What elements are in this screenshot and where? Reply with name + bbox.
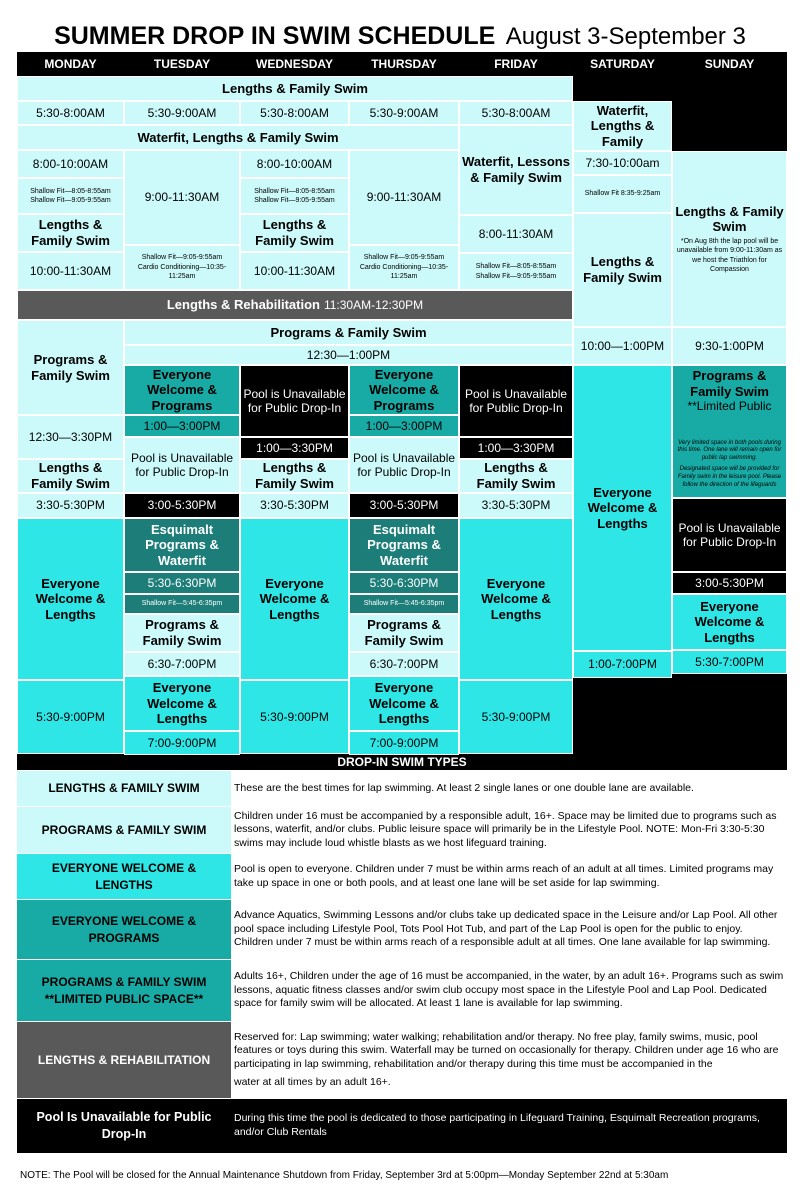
type-name: EVERYONE WELCOME & PROGRAMS (17, 900, 231, 959)
wed-pool-unavailable: Pool is Unavailable for Public Drop-In (240, 365, 349, 437)
cardio-session: Cardio Conditioning—10:35-11:25am (137, 263, 227, 281)
shallow-fit-session: Shallow Fit—9:05-9:55am (254, 197, 335, 204)
tue-programs-family: Programs & Family Swim (124, 614, 240, 652)
tue-early-time: 5:30-9:00AM (124, 101, 240, 125)
tue-unavail-time: 3:00-5:30PM (124, 493, 240, 518)
sun-ewl-time: 5:30-7:00PM (672, 650, 787, 674)
thu-epw-time: 5:30-6:30PM (349, 572, 459, 594)
sat-lengths-family-time: 10:00—1:00PM (573, 327, 672, 365)
thu-programs-family: Programs & Family Swim (349, 614, 459, 652)
type-description: Pool is open to everyone. Children under 7 must be within arms reach of an adult at all times. Limited programs may take up space in one or both pools, and at least one lane will be set aside for lap swimming. (231, 854, 787, 899)
tue-waterfit-sessions (124, 245, 240, 290)
day-header-sunday: SUNDAY (672, 52, 787, 76)
sun-programs-family (672, 365, 787, 498)
sun-triathlon-note: *On Aug 8th the lap pool will be unavailable from 9:00-11:30am as we host the Triathlon for Compassion (676, 237, 783, 274)
type-row-lengths-family (17, 770, 787, 806)
mon-programs-family: Programs & Family Swim (17, 320, 124, 415)
day-header-monday: MONDAY (17, 52, 124, 76)
sun-pool-unavailable: Pool is Unavailable for Public Drop-In (672, 498, 787, 572)
tue-epw-time: 5:30-6:30PM (124, 572, 240, 594)
footer-note: NOTE: The Pool will be closed for the Annual Maintenance Shutdown from Friday, September 3rd at 5:00pm—Monday September 22nd at 5:30am (20, 1170, 669, 1181)
thu-pool-unavailable: Pool is Unavailable for Public Drop-In (349, 437, 459, 493)
type-description-text: Reserved for: Lap swimming; water walking; rehabilitation and/or therapy. No free play, family swims, music, pool features or toys during this swim. Waterfall may be turned on occasionally for therapy. Children under age 16 who are participating in lap swimming, rehabilitation and/or therapy during this time must be accompanied in the (234, 1030, 779, 1070)
mon-early-time: 5:30-8:00AM (17, 101, 124, 125)
mon-evening-time: 5:30-9:00PM (17, 680, 124, 754)
swim-types-heading: DROP-IN SWIM TYPES (17, 755, 787, 770)
mon-lengths-family-pm: Lengths & Family Swim (17, 459, 124, 493)
shallow-fit-session: Shallow Fit—9:05-9:55am (363, 254, 445, 262)
type-description: Advance Aquatics, Swimming Lessons and/or clubs take up dedicated space in the Leisure and/or Lap Pool. All other pool space including Lifestyle Pool, Tots Pool Hot Tub, and part of the Lap Pool is open for the public to enjoy. Children under 7 must be within arms reach of a responsible adult at all times. One lane available for lap swimming. (231, 900, 787, 959)
schedule-grid (17, 52, 787, 755)
type-description-text: water at all times by an adult 16+. (234, 1075, 391, 1088)
shallow-fit-session: Shallow Fit—9:05-9:55am (141, 254, 223, 262)
sun-programs-note: Designated space will be provided for Family swim in the leisure pool. Please follow the direction of the lifeguards (677, 465, 782, 488)
thu-shallow-fit-evening: Shallow Fit—5:45-6:35pm (349, 594, 459, 614)
mon-lengths-family-pm-time: 3:30-5:30PM (17, 493, 124, 518)
sat-lengths-family: Lengths & Family Swim (573, 213, 672, 327)
type-description: During this time the pool is dedicated to those participating in Lifeguard Training, Esquimalt Recreation programs, and/or Club Rentals (231, 1099, 787, 1153)
fri-evening-time: 5:30-9:00PM (459, 680, 573, 754)
type-name: LENGTHS & REHABILITATION (17, 1022, 231, 1098)
sat-waterfit-lengths: Waterfit, Lengths & Family (573, 101, 672, 151)
wed-unavail-time: 1:00—3:30PM (240, 437, 349, 459)
thu-unavail-time: 3:00-5:30PM (349, 493, 459, 518)
wed-early-time: 5:30-8:00AM (240, 101, 349, 125)
wed-evening-time: 5:30-9:00PM (240, 680, 349, 754)
lengths-rehab-label: Lengths & Rehabilitation (166, 297, 320, 313)
wed-lengths-family-time: 3:30-5:30PM (240, 493, 349, 518)
shallow-fit-session: Shallow Fit—8:05-8:55am (254, 187, 335, 195)
wed-lengths-time: 10:00-11:30AM (240, 252, 349, 290)
type-name: LENGTHS & FAMILY SWIM (17, 771, 231, 806)
mon-shallow-fit (17, 178, 124, 214)
wed-shallow-fit (240, 178, 349, 214)
fri-unavail-time: 1:00—3:30PM (459, 437, 573, 459)
lengths-rehab-banner (17, 290, 573, 320)
type-description: These are the best times for lap swimming. At least 2 single lanes or one double lane are available. (231, 771, 787, 806)
sun-programs-note: Very limited space in both pools during this time. One lane will remain open for public lap swimming. (677, 439, 782, 462)
thu-everyone-lengths: Everyone Welcome & Lengths (349, 676, 459, 731)
fri-pool-unavailable: Pool is Unavailable for Public Drop-In (459, 365, 573, 437)
thu-early-time: 5:30-9:00AM (349, 101, 459, 125)
page-title: SUMMER DROP IN SWIM SCHEDULE (54, 22, 496, 50)
type-description: Children under 16 must be accompanied by a responsible adult, 16+. Space may be limited due to programs such as lessons, waterfit, and/or clubs. Public leisure space will primarily be in the Lifestyle Pool. NOTE: Mon-Fri 3:30-5:30 swims may include loud whistle blasts as we host lifeguard training. (231, 807, 787, 853)
lengths-rehab-time: 11:30AM-12:30PM (323, 297, 424, 312)
waterfit-banner: Waterfit, Lengths & Family Swim (17, 125, 459, 150)
tue-waterfit-time: 9:00-11:30AM (124, 150, 240, 245)
wed-everyone-lengths: Everyone Welcome & Lengths (240, 518, 349, 680)
fri-lengths-family-time: 3:30-5:30PM (459, 493, 573, 518)
sat-shallow-fit: Shallow Fit 8:35-9:25am (573, 175, 672, 213)
tue-everyone-programs: Everyone Welcome & Programs (124, 365, 240, 415)
type-row-programs-family (17, 806, 787, 853)
programs-family-banner: Programs & Family Swim (124, 320, 573, 345)
type-name: Pool Is Unavailable for Public Drop-In (17, 1099, 231, 1153)
date-range: August 3-September 3 (505, 23, 746, 50)
wed-lengths-family: Lengths & Family Swim (240, 214, 349, 252)
thu-pfs-time: 6:30-7:00PM (349, 652, 459, 676)
fri-waterfit-time: 8:00-11:30AM (459, 215, 573, 253)
tue-pfs-time: 6:30-7:00PM (124, 652, 240, 676)
mon-lengths-time: 10:00-11:30AM (17, 252, 124, 290)
shallow-fit-session: Shallow Fit—9:05-9:55am (30, 197, 111, 204)
shallow-fit-session: Shallow Fit—8:05-8:55am (475, 263, 557, 271)
sat-ewl-time: 1:00-7:00PM (573, 651, 672, 678)
type-name: EVERYONE WELCOME & LENGTHS (17, 854, 231, 899)
tue-everyone-lengths: Everyone Welcome & Lengths (124, 676, 240, 731)
type-name: PROGRAMS & FAMILY SWIM (17, 807, 231, 853)
type-name: PROGRAMS & FAMILY SWIM **LIMITED PUBLIC SPACE** (17, 960, 231, 1021)
thu-esquimalt-programs: Esquimalt Programs & Waterfit (349, 518, 459, 572)
tue-esquimalt-programs: Esquimalt Programs & Waterfit (124, 518, 240, 572)
sun-lengths-label: Lengths & Family Swim (675, 203, 784, 235)
day-header-friday: FRIDAY (459, 52, 573, 76)
mon-waterfit-time: 8:00-10:00AM (17, 150, 124, 178)
sun-unavail-time: 3:00-5:30PM (672, 572, 787, 594)
schedule-title (0, 22, 800, 56)
sun-lengths-family (672, 151, 787, 327)
day-header-wednesday: WEDNESDAY (240, 52, 349, 76)
day-header-saturday: SATURDAY (573, 52, 672, 76)
sat-waterfit-time: 7:30-10:00am (573, 151, 672, 175)
day-header-tuesday: TUESDAY (124, 52, 240, 76)
programs-family-time: 12:30—1:00PM (124, 345, 573, 365)
cardio-session: Cardio Conditioning—10:35-11:25am (359, 263, 449, 281)
mon-everyone-lengths: Everyone Welcome & Lengths (17, 518, 124, 680)
thu-waterfit-sessions (349, 245, 459, 290)
fri-everyone-lengths: Everyone Welcome & Lengths (459, 518, 573, 680)
wed-waterfit-time: 8:00-10:00AM (240, 150, 349, 178)
tue-shallow-fit-evening: Shallow Fit—5:45-6:35pm (124, 594, 240, 614)
shallow-fit-session: Shallow Fit—8:05-8:55am (30, 187, 111, 195)
tue-ewp-time: 1:00—3:00PM (124, 415, 240, 437)
type-row-everyone-programs (17, 899, 787, 959)
sun-limited-public: **Limited Public (687, 399, 772, 414)
lengths-family-banner: Lengths & Family Swim (17, 76, 573, 101)
thu-everyone-programs: Everyone Welcome & Programs (349, 365, 459, 415)
sun-lengths-family-time: 9:30-1:00PM (672, 327, 787, 365)
type-description: Adults 16+, Children under the age of 16 must be accompanied, in the water, by an adult 16+. Programs such as swim lessons, aquatic fitness classes and/or swim club occupy most space in the Lifestyle Pool and Lap Pool. Dedicated space for family swim will be allocated. At least 1 lane is available for lap swimming. (231, 960, 787, 1021)
sun-everyone-lengths: Everyone Welcome & Lengths (672, 594, 787, 650)
thu-ewl-time: 7:00-9:00PM (349, 731, 459, 755)
thu-waterfit-time: 9:00-11:30AM (349, 150, 459, 245)
type-description (231, 1022, 787, 1098)
sun-programs-label: Programs & Family Swim (690, 368, 769, 399)
day-header-thursday: THURSDAY (349, 52, 459, 76)
fri-lengths-family: Lengths & Family Swim (459, 459, 573, 493)
fri-early-time: 5:30-8:00AM (459, 101, 573, 125)
tue-ewl-time: 7:00-9:00PM (124, 731, 240, 755)
mon-programs-time: 12:30—3:30PM (17, 415, 124, 459)
fri-shallow-fit (459, 253, 573, 290)
mon-lengths-family: Lengths & Family Swim (17, 214, 124, 252)
wed-lengths-family: Lengths & Family Swim (240, 459, 349, 493)
thu-ewp-time: 1:00—3:00PM (349, 415, 459, 437)
type-row-pool-unavailable (17, 1098, 787, 1153)
type-row-lengths-rehab (17, 1021, 787, 1098)
tue-pool-unavailable: Pool is Unavailable for Public Drop-In (124, 437, 240, 493)
fri-waterfit-lessons: Waterfit, Lessons & Family Swim (459, 125, 573, 215)
shallow-fit-session: Shallow Fit—9:05-9:55am (475, 272, 557, 280)
sat-everyone-lengths: Everyone Welcome & Lengths (573, 365, 672, 651)
type-row-everyone-lengths (17, 853, 787, 899)
type-row-programs-limited (17, 959, 787, 1021)
